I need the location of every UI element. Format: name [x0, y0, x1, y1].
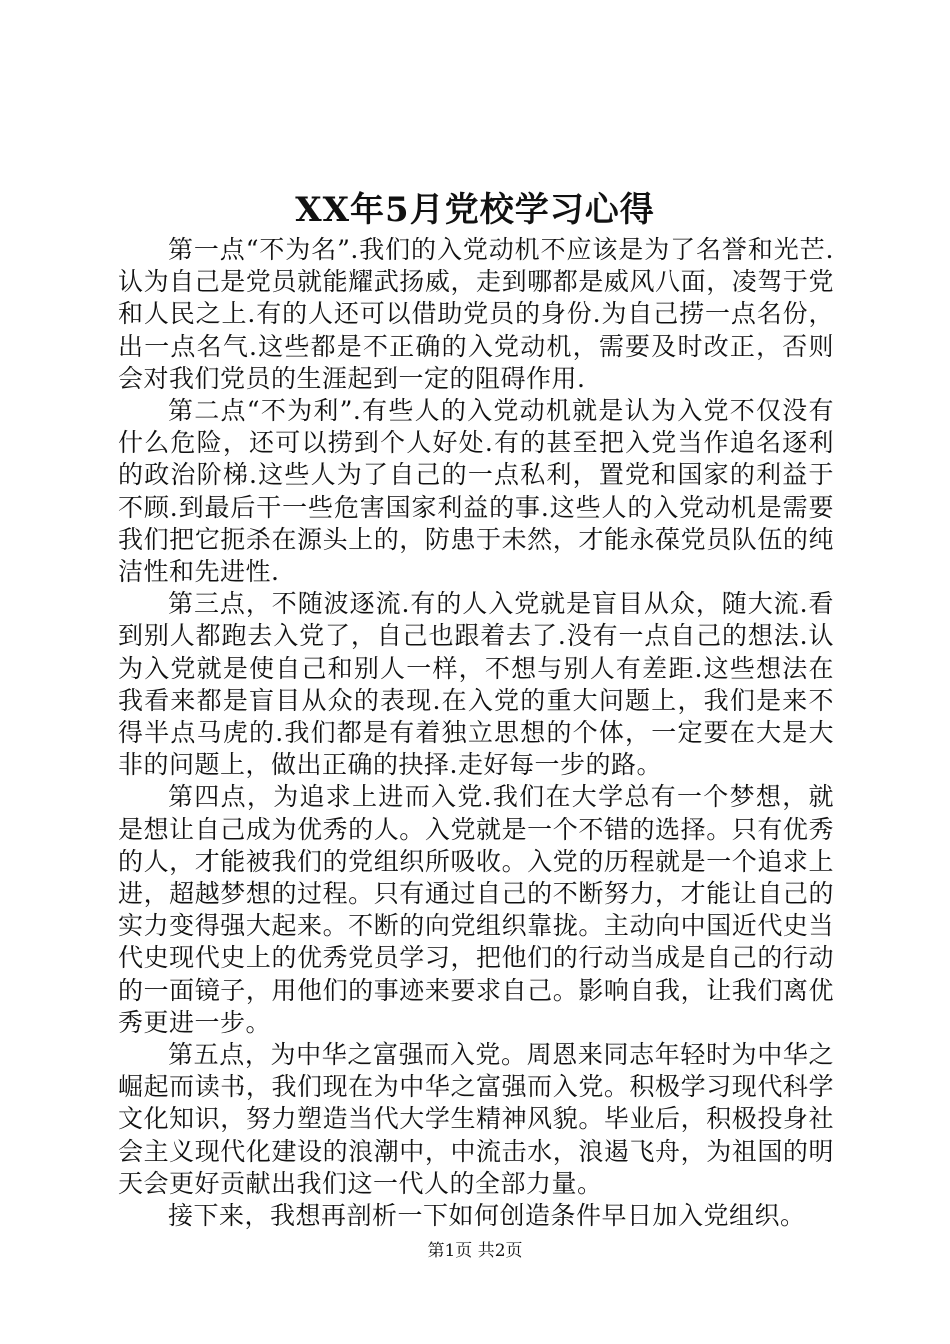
paragraph-3: 第三点，不随波逐流.有的人入党就是盲目从众，随大流.看到别人都跑去入党了，自己也跟着去了.没有一点自己的想法.认为入党就是使自己和别人一样，不想与别人有差距.这些想法在我看来都是盲目从众的表现.在入党的重大问题上，我们是来不得半点马虎的.我们都是有着独立思想的个体，一定要在大是大非的问题上，做出正确的抉择.走好每一步的路。 — [118, 589, 834, 780]
paragraph-6: 接下来，我想再剖析一下如何创造条件早日加入党组织。 — [168, 1201, 806, 1231]
paragraph-5: 第五点，为中华之富强而入党。周恩来同志年轻时为中华之崛起而读书，我们现在为中华之富强而入党。积极学习现代科学文化知识，努力塑造当代大学生精神风貌。毕业后，积极投身社会主义现代化建设的浪潮中，中流击水，浪遏飞舟，为祖国的明天会更好贡献出我们这一代人的全部力量。 — [118, 1040, 834, 1198]
paragraph-1: 第一点“不为名”.我们的入党动机不应该是为了名誉和光芒.认为自己是党员就能耀武扬威，走到哪都是威风八面，凌驾于党和人民之上.有的人还可以借助党员的身份.为自己捞一点名份，出一点名气.这些都是不正确的入党动机，需要及时改正，否则会对我们党员的生涯起到一定的阻碍作用. — [118, 235, 834, 393]
paragraph-4: 第四点，为追求上进而入党.我们在大学总有一个梦想，就是想让自己成为优秀的人。入党就是一个不错的选择。只有优秀的人，才能被我们的党组织所吸收。入党的历程就是一个追求上进，超越梦想的过程。只有通过自己的不断努力，才能让自己的实力变得强大起来。不断的向党组织靠拢。主动向中国近代史当代史现代史上的优秀党员学习，把他们的行动当成是自己的行动的一面镜子，用他们的事迹来要求自己。影响自我，让我们离优秀更进一步。 — [118, 782, 834, 1037]
document-body — [118, 234, 834, 1232]
page-title: XX年5月党校学习心得 — [295, 190, 655, 230]
paragraph-2: 第二点“不为利”.有些人的入党动机就是认为入党不仅没有什么危险，还可以捞到个人好处.有的甚至把入党当作追名逐利的政治阶梯.这些人为了自己的一点私利，置党和国家的利益于不顾.到最后干一些危害国家利益的事.这些人的入党动机是需要我们把它扼杀在源头上的，防患于未然，才能永葆党员队伍的纯洁性和先进性. — [118, 396, 834, 587]
page-number-footer: 第1页 共2页 — [427, 1241, 523, 1261]
